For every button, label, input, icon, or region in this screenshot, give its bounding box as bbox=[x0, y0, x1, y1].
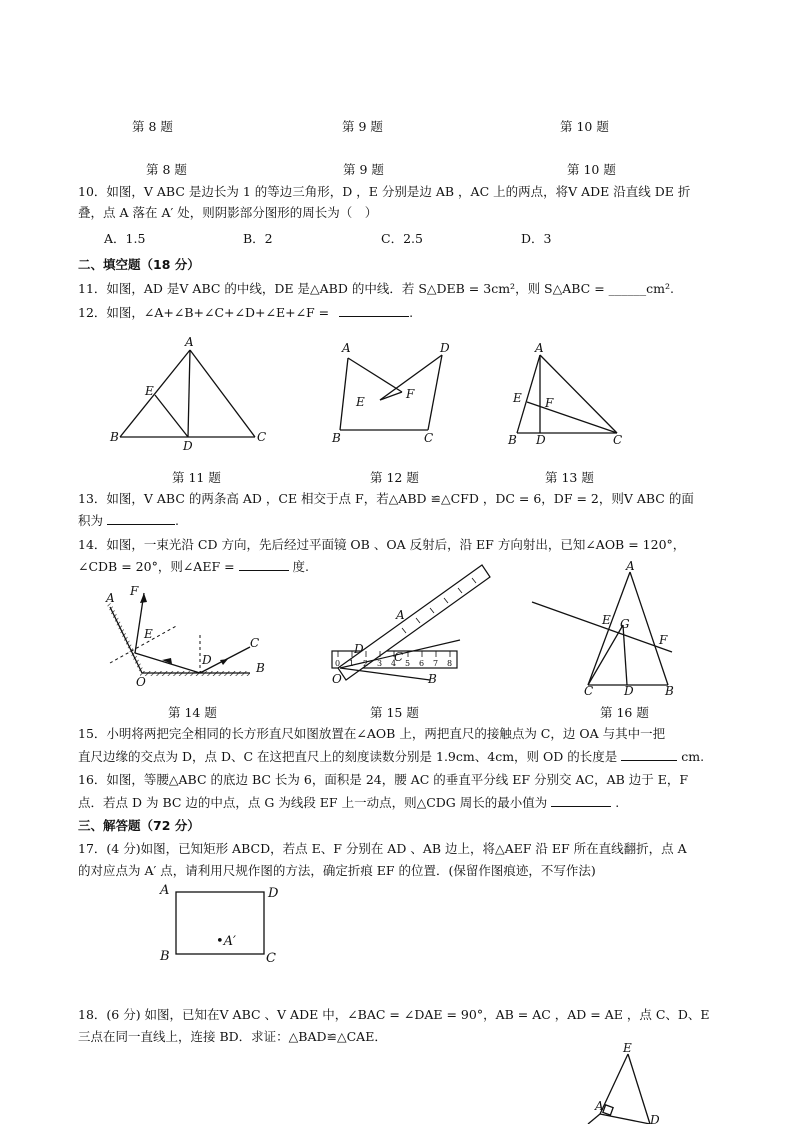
fig13-label-b: B bbox=[508, 433, 517, 447]
fig16-label-c: C bbox=[584, 684, 594, 698]
fig12-label-a: A bbox=[342, 341, 351, 355]
q12-label: 12．如图，∠A+∠B+∠C+∠D+∠E+∠F = bbox=[78, 305, 330, 320]
fig14-label-f: F bbox=[130, 584, 139, 598]
q15-label: 直尺边缘的交点为 D，点 D、C 在这把直尺上的刻度读数分别是 1.9cm、4cm，则 OD 的长度是 bbox=[78, 749, 618, 764]
fig15-tick-1: 1 bbox=[349, 659, 355, 668]
q14-line1: 14．如图，一束光沿 CD 方向，先后经过平面镜 OB 、OA 反射后，沿 EF 方向射出，已知∠AOB = 120°， bbox=[78, 537, 686, 552]
figure-18 bbox=[578, 1042, 668, 1124]
q16-line2 bbox=[78, 793, 619, 813]
caption-fig16: 第 16 题 bbox=[600, 705, 649, 720]
figure-11 bbox=[110, 335, 290, 453]
fig11-label-a: A bbox=[185, 335, 194, 349]
q12-blank[interactable] bbox=[339, 303, 409, 317]
fig12-label-e: E bbox=[356, 395, 365, 409]
fig14-label-b: B bbox=[256, 661, 265, 675]
q10-option-c: C．2.5 bbox=[381, 231, 423, 246]
q12-text: 12．如图，∠A+∠B+∠C+∠D+∠E+∠F = . bbox=[78, 305, 414, 320]
fig17-label-c: C bbox=[266, 951, 276, 966]
section3-heading: 三、解答题（72 分） bbox=[78, 818, 200, 833]
q16-line1: 16．如图，等腰△ABC 的底边 BC 长为 6，面积是 24，腰 AC 的垂直平分线 EF 分别交 AC，AB 边于 E，F bbox=[78, 772, 689, 787]
fig13-label-e: E bbox=[513, 391, 522, 405]
q15-line2 bbox=[78, 747, 704, 767]
fig14-label-o: O bbox=[136, 675, 146, 689]
fig13-label-c: C bbox=[613, 433, 623, 447]
caption-fig13: 第 13 题 bbox=[545, 470, 594, 485]
fig16-label-g: G bbox=[620, 617, 630, 631]
q17-line1: 17．(4 分)如图，已知矩形 ABCD，若点 E、F 分别在 AD 、AB 边上，将△AEF 沿 EF 所在直线翻折，点 A bbox=[78, 841, 687, 856]
fig15-label-c: C bbox=[394, 650, 404, 664]
fig12-label-c: C bbox=[424, 431, 434, 445]
fig15-label-d: D bbox=[354, 642, 364, 656]
q10-line2: 叠，点 A 落在 A′ 处，则阴影部分图形的周长为（ ） bbox=[78, 205, 378, 220]
fig12-label-b: B bbox=[332, 431, 341, 445]
q13-line1: 13．如图，V ABC 的两条高 AD ，CE 相交于点 F，若△ABD ≌△CFD ，DC = 6，DF = 2，则V ABC 的面 bbox=[78, 491, 694, 506]
figure-14 bbox=[100, 585, 280, 695]
q10-line1: 10．如图，V ABC 是边长为 1 的等边三角形，D ，E 分别是边 AB ，AC 上的两点，将V ADE 沿直线 DE 折 bbox=[78, 184, 691, 199]
fig11-label-d: D bbox=[183, 439, 193, 453]
q15-unit: cm. bbox=[681, 749, 705, 764]
fig15-label-b: B bbox=[428, 672, 437, 686]
fig13-label-a: A bbox=[535, 341, 544, 355]
q16-label: 点．若点 D 为 BC 边的中点，点 G 为线段 EF 上一动点，则△CDG 周长的最小值为 bbox=[78, 795, 548, 810]
fig16-label-f: F bbox=[659, 633, 668, 647]
caption-fig9-a: 第 9 题 bbox=[342, 119, 383, 134]
fig17-label-a-prime: •A′ bbox=[216, 934, 237, 949]
fig12-label-f: F bbox=[406, 387, 415, 401]
fig11-label-e: E bbox=[145, 384, 154, 398]
fig16-label-d: D bbox=[624, 684, 634, 698]
q13-label: 积为 bbox=[78, 513, 104, 528]
q14-blank[interactable] bbox=[239, 557, 289, 571]
fig18-label-a: A bbox=[595, 1099, 604, 1113]
q14-line2 bbox=[78, 557, 309, 577]
fig12-label-d: D bbox=[440, 341, 450, 355]
fig14-label-c: C bbox=[250, 636, 260, 650]
q11-text: 11．如图，AD 是V ABC 的中线，DE 是△ABD 的中线．若 S△DEB = 3cm²，则 S△ABC = ______cm². bbox=[78, 281, 674, 296]
caption-fig10-a: 第 10 题 bbox=[560, 119, 609, 134]
fig16-label-a: A bbox=[626, 559, 635, 573]
fig15-tick-7: 7 bbox=[433, 659, 439, 668]
fig14-label-d: D bbox=[202, 653, 212, 667]
figure-16 bbox=[530, 559, 680, 698]
caption-fig8-a: 第 8 题 bbox=[132, 119, 173, 134]
fig17-label-d: D bbox=[268, 886, 279, 901]
q15-line1: 15．小明将两把完全相同的长方形直尺如图放置在∠AOB 上，两把直尺的接触点为 C，边 OA 与其中一把 bbox=[78, 726, 666, 741]
caption-fig14: 第 14 题 bbox=[168, 705, 217, 720]
fig14-label-a: A bbox=[106, 591, 115, 605]
q16-end: . bbox=[615, 795, 620, 810]
section2-heading: 二、填空题（18 分） bbox=[78, 257, 200, 272]
fig11-label-c: C bbox=[257, 430, 267, 444]
caption-fig15: 第 15 题 bbox=[370, 705, 419, 720]
fig15-tick-3: 3 bbox=[377, 659, 383, 668]
fig13-label-f: F bbox=[545, 396, 554, 410]
q10-option-b: B．2 bbox=[243, 231, 273, 246]
q14-unit: 度. bbox=[292, 559, 310, 574]
q13-blank[interactable] bbox=[107, 511, 175, 525]
q10-option-a: A．1.5 bbox=[104, 231, 146, 246]
fig15-tick-0: 0 bbox=[335, 659, 341, 668]
fig16-label-e: E bbox=[602, 613, 611, 627]
fig15-tick-8: 8 bbox=[447, 659, 453, 668]
q14-label: ∠CDB = 20°，则∠AEF = bbox=[78, 559, 235, 574]
figure-13 bbox=[505, 340, 635, 450]
fig15-label-a: A bbox=[396, 608, 405, 622]
fig15-tick-5: 5 bbox=[405, 659, 411, 668]
q13-line2: 积为 . bbox=[78, 513, 179, 528]
caption-fig9-b: 第 9 题 bbox=[343, 162, 384, 177]
fig13-label-d: D bbox=[536, 433, 546, 447]
q18-line2: 三点在同一直线上，连接 BD．求证：△BAD≌△CAE． bbox=[78, 1029, 387, 1044]
fig14-label-e: E bbox=[144, 627, 153, 641]
fig15-tick-2: 2 bbox=[363, 659, 369, 668]
figure-17 bbox=[158, 880, 288, 965]
fig15-label-o: O bbox=[332, 672, 342, 686]
q15-blank[interactable] bbox=[621, 747, 677, 761]
fig11-label-b: B bbox=[110, 430, 119, 444]
q16-blank[interactable] bbox=[551, 793, 611, 807]
fig16-label-b: B bbox=[665, 684, 674, 698]
fig18-label-d: D bbox=[650, 1113, 660, 1124]
q18-line1: 18．(6 分) 如图，已知在V ABC 、V ADE 中，∠BAC = ∠DAE = 90°，AB = AC ，AD = AE ，点 C、D、E bbox=[78, 1007, 710, 1022]
caption-fig8-b: 第 8 题 bbox=[146, 162, 187, 177]
fig15-tick-6: 6 bbox=[419, 659, 425, 668]
figure-12 bbox=[330, 340, 460, 450]
fig15-tick-4: 4 bbox=[391, 659, 397, 668]
figure-15 bbox=[330, 565, 500, 685]
caption-fig11: 第 11 题 bbox=[172, 470, 221, 485]
caption-fig10-b: 第 10 题 bbox=[567, 162, 616, 177]
caption-fig12: 第 12 题 bbox=[370, 470, 419, 485]
q17-line2: 的对应点为 A′ 点，请利用尺规作图的方法，确定折痕 EF 的位置．(保留作图痕迹，不写作法) bbox=[78, 863, 596, 878]
q10-option-d: D．3 bbox=[521, 231, 552, 246]
fig18-label-e: E bbox=[623, 1041, 632, 1055]
fig17-label-a: A bbox=[160, 883, 170, 898]
fig17-label-b: B bbox=[160, 949, 170, 964]
